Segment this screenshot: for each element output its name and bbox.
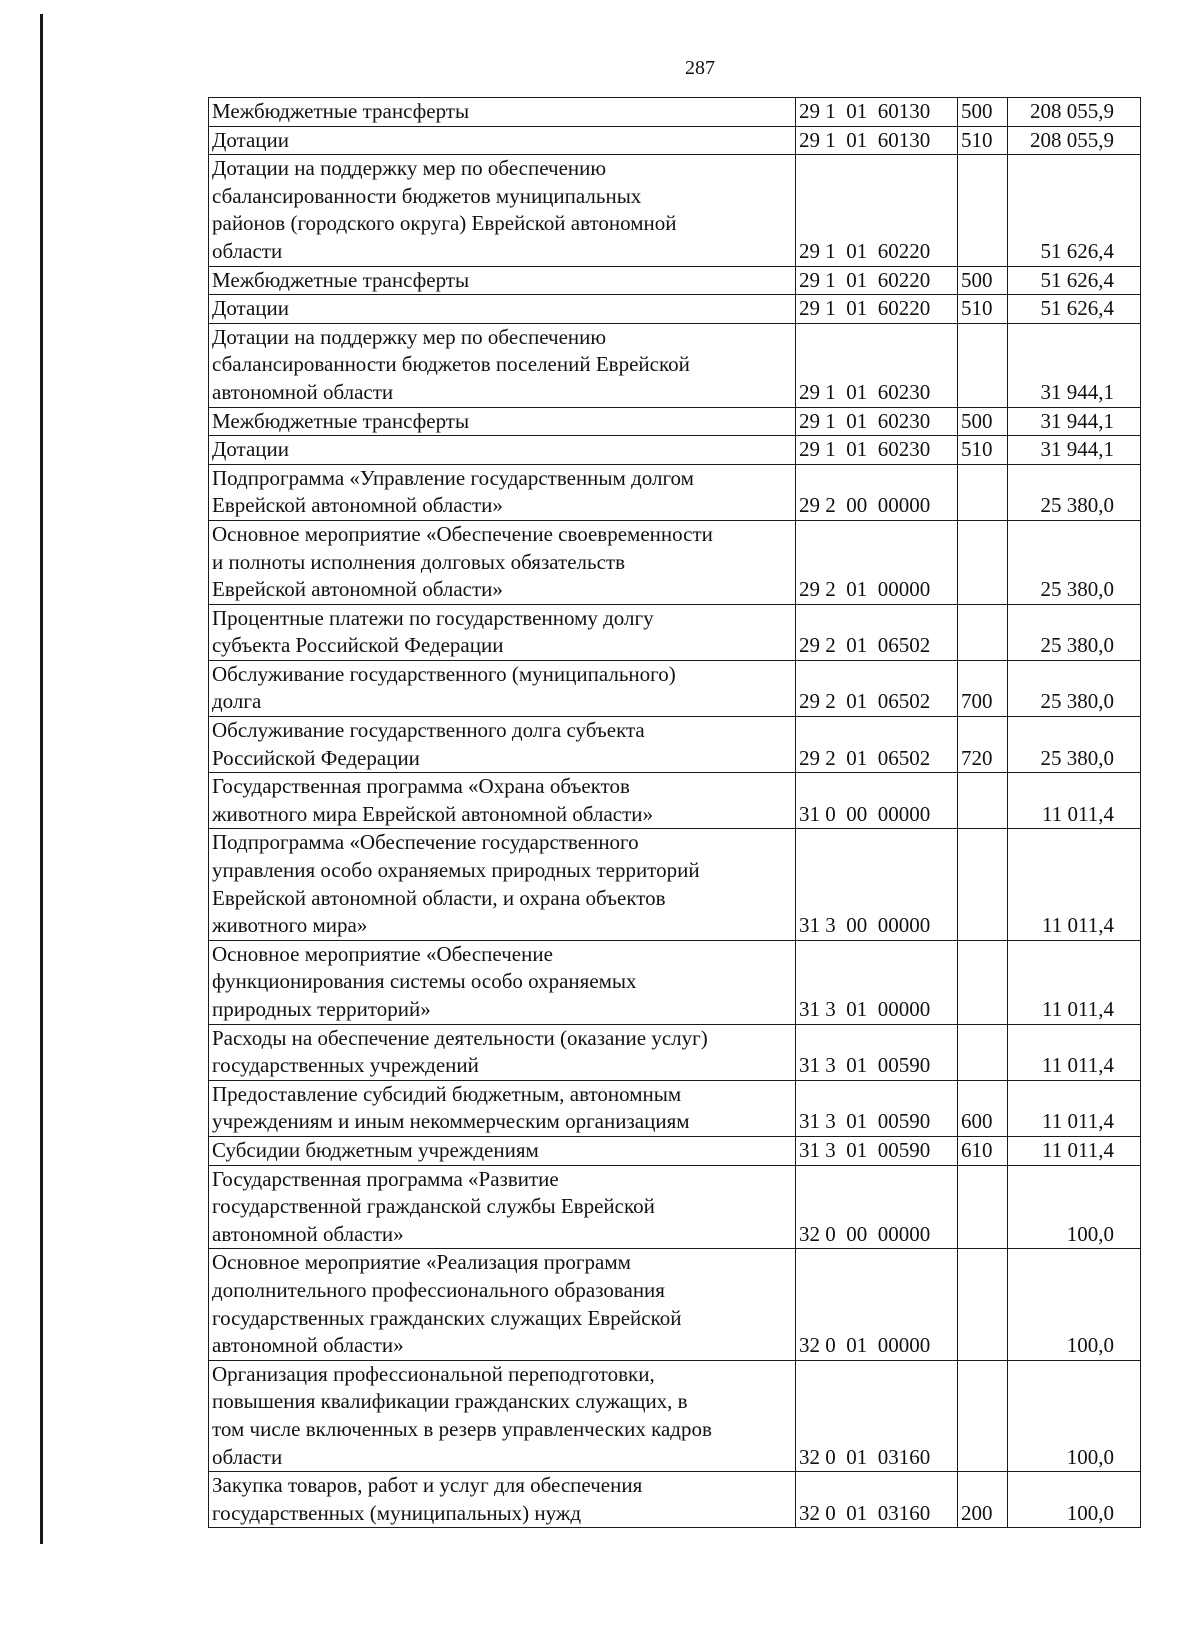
- row-target-article-cell: 29 1 01 60230: [796, 323, 958, 407]
- row-target-article-cell: 32 0 00 00000: [796, 1165, 958, 1249]
- row-amount-cell: 51 626,4: [1008, 295, 1141, 324]
- row-name-line: Дотации: [212, 127, 290, 152]
- row-target-article-cell: 29 1 01 60230: [796, 407, 958, 436]
- table-row: [209, 1165, 1141, 1249]
- table-row: [209, 1472, 1141, 1528]
- row-name-line: Межбюджетные трансферты: [212, 99, 470, 123]
- row-name-cell: [209, 155, 796, 266]
- row-name-line: государственных учреждений: [212, 1053, 479, 1078]
- row-name-line: животного мира Еврейской автономной области»: [212, 801, 654, 826]
- row-name-line: Обслуживание государственного (муниципального): [212, 661, 676, 686]
- table-row: [209, 323, 1141, 407]
- table-row: [209, 940, 1141, 1024]
- row-name-line: субъекта Российской Федерации: [212, 633, 504, 658]
- row-name-cell: [209, 436, 796, 465]
- table-row: [209, 155, 1141, 266]
- row-name-line: автономной области»: [212, 1221, 404, 1246]
- row-name-line: государственной гражданской службы Еврейской: [212, 1194, 655, 1219]
- row-expense-type-cell: 500: [958, 266, 1008, 295]
- row-name-cell: [209, 520, 796, 604]
- row-name-line: области: [212, 238, 283, 263]
- row-name-line: Еврейской автономной области»: [212, 493, 503, 518]
- row-expense-type-cell: [958, 940, 1008, 1024]
- row-expense-type-cell: [958, 1249, 1008, 1360]
- row-amount-cell: 31 944,1: [1008, 323, 1141, 407]
- table-row: [209, 98, 1141, 127]
- row-name-line: Еврейской автономной области»: [212, 577, 503, 602]
- row-amount-cell: 11 011,4: [1008, 940, 1141, 1024]
- row-name-line: Государственная программа «Развитие: [212, 1166, 559, 1191]
- row-name-cell: [209, 717, 796, 773]
- row-name-cell: [209, 1080, 796, 1136]
- table-row: [209, 1249, 1141, 1360]
- row-amount-cell: 208 055,9: [1008, 126, 1141, 155]
- row-amount-cell: 208 055,9: [1008, 98, 1141, 127]
- table-row: [209, 436, 1141, 465]
- row-name-line: повышения квалификации гражданских служащих, в: [212, 1389, 688, 1414]
- row-name-line: управления особо охраняемых природных территорий: [212, 858, 700, 883]
- row-name-line: автономной области»: [212, 1333, 404, 1358]
- row-expense-type-cell: 510: [958, 126, 1008, 155]
- row-name-cell: [209, 940, 796, 1024]
- row-name-cell: [209, 1136, 796, 1165]
- row-target-article-cell: 31 3 00 00000: [796, 829, 958, 940]
- table-row: [209, 717, 1141, 773]
- row-amount-cell: 100,0: [1008, 1249, 1141, 1360]
- row-name-line: Подпрограмма «Обеспечение государственного: [212, 830, 639, 855]
- row-amount-cell: 11 011,4: [1008, 829, 1141, 940]
- row-expense-type-cell: [958, 1024, 1008, 1080]
- row-name-cell: [209, 1024, 796, 1080]
- row-target-article-cell: 29 2 01 06502: [796, 604, 958, 660]
- row-name-cell: [209, 1472, 796, 1528]
- page-margin-line: [40, 14, 43, 1544]
- row-name-line: Дотации на поддержку мер по обеспечению: [212, 156, 607, 181]
- table-row: [209, 295, 1141, 324]
- row-name-cell: [209, 1249, 796, 1360]
- row-amount-cell: 100,0: [1008, 1360, 1141, 1471]
- row-name-line: государственных гражданских служащих Еврейской: [212, 1305, 682, 1330]
- row-amount-cell: 11 011,4: [1008, 1136, 1141, 1165]
- row-amount-cell: 25 380,0: [1008, 464, 1141, 520]
- row-name-cell: [209, 295, 796, 324]
- table-row: [209, 604, 1141, 660]
- row-name-line: дополнительного профессионального образования: [212, 1277, 665, 1302]
- row-amount-cell: 100,0: [1008, 1472, 1141, 1528]
- row-name-cell: [209, 604, 796, 660]
- row-name-line: Дотации: [212, 296, 290, 321]
- row-amount-cell: 31 944,1: [1008, 407, 1141, 436]
- table-row: [209, 1360, 1141, 1471]
- row-name-line: автономной области: [212, 379, 394, 404]
- row-name-line: Государственная программа «Охрана объектов: [212, 774, 630, 799]
- table-row: [209, 660, 1141, 716]
- row-target-article-cell: 29 2 00 00000: [796, 464, 958, 520]
- row-expense-type-cell: [958, 155, 1008, 266]
- row-expense-type-cell: 700: [958, 660, 1008, 716]
- row-name-line: области: [212, 1444, 283, 1469]
- row-name-line: Расходы на обеспечение деятельности (оказание услуг): [212, 1025, 708, 1050]
- row-expense-type-cell: 500: [958, 407, 1008, 436]
- row-name-line: Межбюджетные трансферты: [212, 408, 470, 433]
- row-expense-type-cell: [958, 604, 1008, 660]
- row-name-line: Основное мероприятие «Обеспечение своевременности: [212, 521, 713, 546]
- table-row: [209, 1024, 1141, 1080]
- row-name-cell: [209, 407, 796, 436]
- row-target-article-cell: 31 3 01 00000: [796, 940, 958, 1024]
- row-amount-cell: 25 380,0: [1008, 520, 1141, 604]
- table-row: [209, 464, 1141, 520]
- row-amount-cell: 25 380,0: [1008, 717, 1141, 773]
- row-expense-type-cell: 200: [958, 1472, 1008, 1528]
- row-name-line: Субсидии бюджетным учреждениям: [212, 1137, 539, 1162]
- row-name-cell: [209, 829, 796, 940]
- row-name-cell: [209, 464, 796, 520]
- row-name-cell: [209, 98, 796, 127]
- row-expense-type-cell: [958, 323, 1008, 407]
- table-row: [209, 829, 1141, 940]
- row-target-article-cell: 32 0 01 00000: [796, 1249, 958, 1360]
- row-name-line: Дотации: [212, 437, 290, 462]
- row-name-cell: [209, 1360, 796, 1471]
- row-name-line: Предоставление субсидий бюджетным, автономным: [212, 1081, 682, 1106]
- row-name-line: Еврейской автономной области, и охрана объектов: [212, 885, 666, 910]
- row-name-line: Российской Федерации: [212, 745, 420, 770]
- row-name-line: Обслуживание государственного долга субъекта: [212, 718, 645, 743]
- table-row: [209, 1080, 1141, 1136]
- row-target-article-cell: 29 1 01 60230: [796, 436, 958, 465]
- row-expense-type-cell: [958, 464, 1008, 520]
- row-amount-cell: 11 011,4: [1008, 1080, 1141, 1136]
- row-amount-cell: 31 944,1: [1008, 436, 1141, 465]
- row-amount-cell: 11 011,4: [1008, 1024, 1141, 1080]
- table-row: [209, 1136, 1141, 1165]
- row-name-line: Подпрограмма «Управление государственным долгом: [212, 465, 694, 490]
- table-row: [209, 266, 1141, 295]
- row-target-article-cell: 32 0 01 03160: [796, 1472, 958, 1528]
- row-name-line: государственных (муниципальных) нужд: [212, 1500, 582, 1525]
- row-target-article-cell: 29 1 01 60220: [796, 155, 958, 266]
- row-target-article-cell: 29 2 01 06502: [796, 660, 958, 716]
- row-amount-cell: 51 626,4: [1008, 155, 1141, 266]
- row-expense-type-cell: [958, 520, 1008, 604]
- row-name-line: Организация профессиональной переподготовки,: [212, 1361, 655, 1386]
- row-target-article-cell: 32 0 01 03160: [796, 1360, 958, 1471]
- budget-table: [208, 97, 1141, 1528]
- table-row: [209, 520, 1141, 604]
- row-name-cell: [209, 323, 796, 407]
- table-row: [209, 407, 1141, 436]
- row-expense-type-cell: [958, 773, 1008, 829]
- row-name-line: Дотации на поддержку мер по обеспечению: [212, 324, 607, 349]
- row-name-cell: [209, 1165, 796, 1249]
- row-expense-type-cell: 510: [958, 436, 1008, 465]
- row-amount-cell: 100,0: [1008, 1165, 1141, 1249]
- row-target-article-cell: 31 3 01 00590: [796, 1024, 958, 1080]
- row-name-line: сбалансированности бюджетов муниципальных: [212, 183, 642, 208]
- row-expense-type-cell: 600: [958, 1080, 1008, 1136]
- row-target-article-cell: 31 3 01 00590: [796, 1080, 958, 1136]
- row-expense-type-cell: 610: [958, 1136, 1008, 1165]
- row-target-article-cell: 31 3 01 00590: [796, 1136, 958, 1165]
- row-name-line: Основное мероприятие «Реализация программ: [212, 1250, 631, 1275]
- table-row: [209, 773, 1141, 829]
- row-target-article-cell: 29 1 01 60130: [796, 126, 958, 155]
- row-name-line: том числе включенных в резерв управленческих кадров: [212, 1416, 712, 1441]
- row-target-article-cell: 29 2 01 00000: [796, 520, 958, 604]
- row-name-line: Межбюджетные трансферты: [212, 267, 470, 292]
- row-expense-type-cell: 720: [958, 717, 1008, 773]
- row-amount-cell: 25 380,0: [1008, 604, 1141, 660]
- row-target-article-cell: 29 1 01 60130: [796, 98, 958, 127]
- row-target-article-cell: 29 1 01 60220: [796, 266, 958, 295]
- row-name-cell: [209, 126, 796, 155]
- row-name-cell: [209, 773, 796, 829]
- row-name-cell: [209, 266, 796, 295]
- row-amount-cell: 25 380,0: [1008, 660, 1141, 716]
- row-amount-cell: 11 011,4: [1008, 773, 1141, 829]
- table-row: [209, 126, 1141, 155]
- row-name-line: функционирования системы особо охраняемых: [212, 969, 637, 994]
- row-target-article-cell: 29 2 01 06502: [796, 717, 958, 773]
- row-name-line: Основное мероприятие «Обеспечение: [212, 941, 553, 966]
- row-name-line: долга: [212, 689, 262, 714]
- row-name-line: животного мира»: [212, 913, 368, 938]
- row-name-line: Процентные платежи по государственному долгу: [212, 605, 654, 630]
- row-target-article-cell: 31 0 00 00000: [796, 773, 958, 829]
- row-expense-type-cell: [958, 1165, 1008, 1249]
- page-number: 287: [685, 57, 715, 79]
- row-name-cell: [209, 660, 796, 716]
- row-name-line: природных территорий»: [212, 997, 431, 1021]
- row-expense-type-cell: [958, 1360, 1008, 1471]
- row-name-line: и полноты исполнения долговых обязательств: [212, 549, 625, 574]
- row-name-line: учреждениям и иным некоммерческим организациям: [212, 1109, 690, 1134]
- row-expense-type-cell: 510: [958, 295, 1008, 324]
- row-name-line: районов (городского округа) Еврейской автономной: [212, 211, 677, 236]
- row-amount-cell: 51 626,4: [1008, 266, 1141, 295]
- row-name-line: Закупка товаров, работ и услуг для обеспечения: [212, 1473, 643, 1498]
- row-expense-type-cell: [958, 829, 1008, 940]
- row-target-article-cell: 29 1 01 60220: [796, 295, 958, 324]
- row-expense-type-cell: 500: [958, 98, 1008, 127]
- budget-table-body: [209, 98, 1141, 1528]
- row-name-line: сбалансированности бюджетов поселений Еврейской: [212, 352, 690, 377]
